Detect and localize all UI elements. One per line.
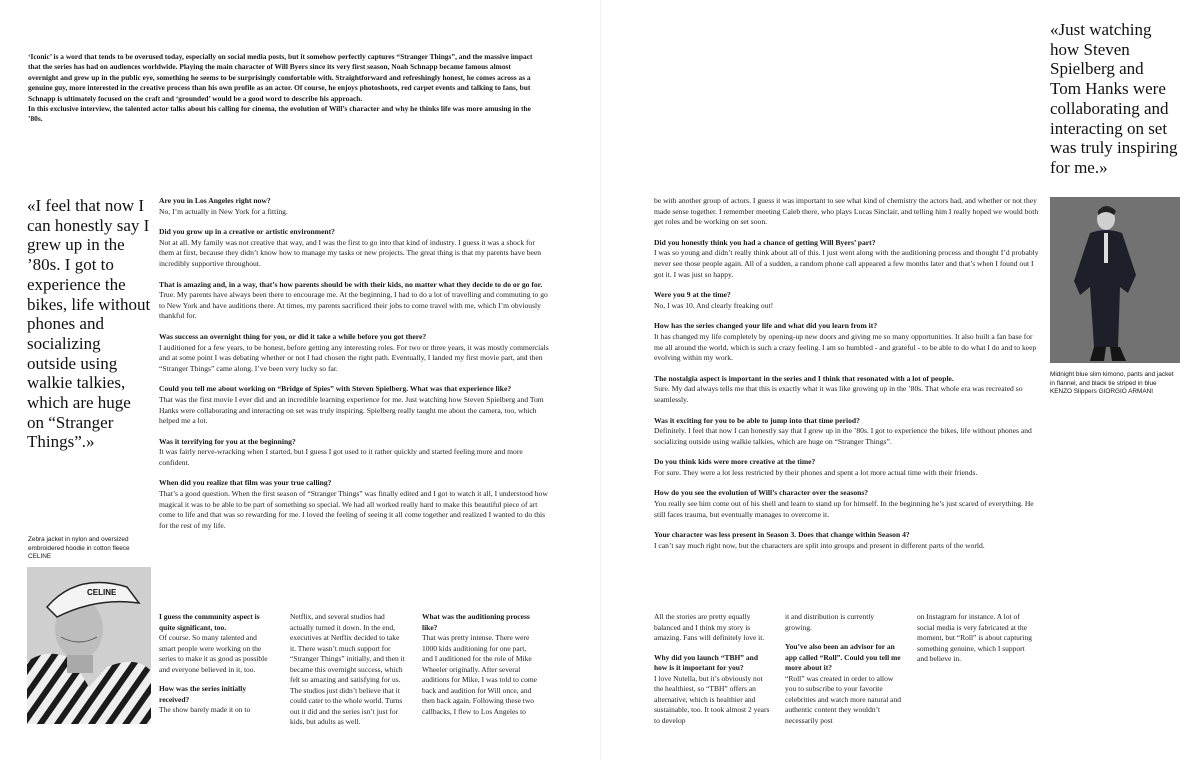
qa-item bbox=[654, 653, 770, 727]
question: Do you think kids were more creative at the time? bbox=[654, 457, 816, 467]
answer: Netflix, and several studios had actually turned it down. In the end, executives at Netflix decided to take it. There wasn’t much support for “Stranger Things” initially, and then it became this overnight success, which felt so amazing and satisfying for us. The studios just didn’t believe that it could cater to the whole world. Turns out it did and the series isn’t just for kids, but adults as well. bbox=[290, 612, 405, 726]
question: Were you 9 at the time? bbox=[654, 290, 731, 300]
qa-item bbox=[159, 612, 275, 675]
answer: Not at all. My family was not creative that way, and I was the first to go into that kind of industry. I guess it was a shock for them at first, because they didn’t know how to manage my tasks or new projects. The great thing is that my parents have been incredibly supportive throughout. bbox=[159, 237, 542, 268]
answer: I was so young and didn’t really think about all of this. I just went along with the auditioning process and thought I’d probably never see those people again. All of a sudden, a random phone call appeared a few months later and that’s when I found out I got it. I was just so happy. bbox=[654, 248, 1039, 279]
narrow-column-3 bbox=[422, 612, 538, 726]
answer: For sure. They were a lot less restricted by their phones and spent a lot more actual time with their friends. bbox=[654, 467, 978, 477]
photo-caption-left: Zebra jacket in nylon and oversized embroidered hoodie in cotton fleece CELINE bbox=[28, 536, 130, 561]
qa-item bbox=[159, 280, 551, 322]
qa-item bbox=[785, 642, 901, 726]
question: Was it terrifying for you at the beginning? bbox=[159, 436, 296, 446]
continued-answer: be with another group of actors. I guess it was important to see what kind of chemistry the actors had, and whether or not they made sense together. I remember meeting Caleb there, who plays Lucas Sinclair, and telling him I really hoped we would both get roles and be working on set soon. bbox=[654, 196, 1039, 227]
qa-item bbox=[159, 332, 551, 374]
answer: The show barely made it on to bbox=[159, 705, 251, 714]
qa-item bbox=[159, 437, 551, 469]
qa-item bbox=[654, 530, 1040, 551]
answer: “Roll” was created in order to allow you to subscribe to your favorite celebrities and watch more natural and authentic content they wouldn’t necessarily post bbox=[785, 673, 901, 725]
page-gutter bbox=[600, 0, 601, 760]
question: Why did you launch “TBH” and how is it important for you? bbox=[654, 652, 759, 672]
narrow-column-5 bbox=[785, 612, 901, 735]
qa-item bbox=[654, 321, 1040, 363]
qa-item bbox=[654, 416, 1040, 448]
question: Did you grow up in a creative or artistic environment? bbox=[159, 227, 335, 237]
answer: I love Nutella, but it’s obviously not the healthiest, so “TBH” offers an alternative, which is healthier and sustainable, too. It took almost 2 years to develop bbox=[654, 673, 770, 725]
answer: That was pretty intense. There were 1000 kids auditioning for one part, and I auditioned for the role of Mike Wheeler originally. After several auditions for Mike, I was told to come back and audition for Will once, and then back again. Following these two callbacks, I flew to Los Angeles to bbox=[422, 633, 537, 716]
narrow-column-2 bbox=[290, 612, 406, 737]
narrow-column-1 bbox=[159, 612, 275, 725]
qa-item bbox=[654, 374, 1040, 406]
answer: It was fairly nerve-wracking when I started, but I guess I got used to it rather quickly and started feeling more and more confident. bbox=[159, 447, 523, 467]
intro-paragraph-2: In this exclusive interview, the talented actor talks about his calling for cinema, the evolution of Will’s character and why he thinks life was more amusing in the ’80s. bbox=[28, 104, 531, 124]
question: When did you realize that film was your true calling? bbox=[159, 478, 332, 488]
question: Did you honestly think you had a chance of getting Will Byers’ part? bbox=[654, 237, 876, 247]
qa-item bbox=[654, 488, 1040, 520]
answer: it and distribution is currently growing. bbox=[785, 612, 875, 632]
answer: I auditioned for a few years, to be honest, before getting any interesting roles. For two or three years, it was mostly commercials and at some point I was debating whether or not I had chosen the right path. Eventually, I landed my first movie part, and then “Stranger Things” came along. I’ve been very lucky so far. bbox=[159, 342, 549, 373]
qa-item bbox=[159, 684, 275, 716]
answer: It has changed my life completely by opening-up new doors and giving me so many opportunities. It also built a fan base for me all around the world, which is such a crazy feeling. I am so humbled - and grateful - to be able to do what I do and to keep evolving within my work. bbox=[654, 331, 1037, 363]
answer: You really see him come out of his shell and learn to stand up for himself. In the beginning he’s just scared of everything. He still faces trauma, but eventually manages to overcome it. bbox=[654, 499, 1034, 519]
qa-item bbox=[654, 290, 1040, 311]
question: How was the series initially received? bbox=[159, 684, 247, 704]
question: Was it exciting for you to be able to jump into that time period? bbox=[654, 415, 860, 425]
answer: That was the first movie I ever did and an incredible learning experience for me. Just watching how Steven Spielberg and Tom Hanks were collaborating and interacting on set was truly inspiring. Spielberg really taught me about the camera, too, which helped me a lot. bbox=[159, 394, 544, 426]
narrow-column-4 bbox=[654, 612, 770, 735]
svg-text:CELINE: CELINE bbox=[87, 588, 117, 597]
qa-item bbox=[917, 612, 1033, 665]
answer: Of course. So many talented and smart people were working on the series to make it as good as possible and everyone believed in it, too. bbox=[159, 633, 268, 674]
question: What was the auditioning process like? bbox=[422, 612, 530, 632]
intro-paragraph-1: ‘Iconic’ is a word that tends to be overused today, especially on social media posts, but it somehow perfectly captures “Stranger Things”, and the massive impact that the series has had on audiences worldwide. Playing the main character of Will Byers since its very first season, Noah Schnapp became famous almost overnight and grew up in the public eye, something he seems to be surprisingly comfortable with. Straightforward and refreshingly honest, he comes across as a genuine guy, more interested in the creative process than his own profile as an actor. Of course, he enjoys photoshoots, red carpet events and talking to fans, but Schnapp is ultimately focused on the craft and ‘grounded’ would be a good word to describe his approach. bbox=[28, 52, 533, 103]
intro-text bbox=[28, 52, 543, 125]
qa-item bbox=[654, 612, 770, 644]
question: How has the series changed your life and what did you learn from it? bbox=[654, 321, 878, 331]
portrait-photo-left bbox=[27, 567, 151, 724]
qa-item bbox=[159, 384, 551, 426]
question: The nostalgia aspect is important in the series and I think that resonated with a lot of people. bbox=[654, 373, 954, 383]
answer: on Instagram for instance. A lot of social media is very fabricated at the moment, but “Roll” is about capturing something genuine, which I support and believe in. bbox=[917, 612, 1032, 663]
answer: Definitely. I feel that now I can honestly say that I grew up in the ’80s. I got to experience the bikes, life without phones and socializing outside using walkie talkies, which are huge on “Stranger Things”. bbox=[654, 426, 1032, 446]
answer: I can’t say much right now, but the characters are split into groups and present in different parts of the world. bbox=[654, 540, 985, 550]
question: Your character was less present in Season 3. Does that change within Season 4? bbox=[654, 530, 910, 540]
question: Was success an overnight thing for you, or did it take a while before you got there? bbox=[159, 331, 427, 341]
pull-quote-right: «Just watching how Steven Spielberg and Tom Hanks were collaborating and interacting on set was truly inspiring for me.» bbox=[1050, 20, 1178, 177]
narrow-column-6 bbox=[917, 612, 1033, 674]
answer: True. My parents have always been there to encourage me. At the beginning, I had to do a lot of travelling and commuting to go to New York and have auditions there. At times, my parents sacrificed their jobs to come travel with me, which I’m obviously thankful for. bbox=[159, 290, 548, 321]
question: How do you see the evolution of Will’s character over the seasons? bbox=[654, 488, 869, 498]
pull-quote-left: «I feel that now I can honestly say I grew up in the ’80s. I got to experience the bikes, life without phones and socializing outside using walkie talkies, which are huge on “Stranger Things”.» bbox=[27, 196, 151, 452]
answer: Sure. My dad always tells me that this is exactly what it was like growing up in the ’80s. That whole era was recreated so seamlessly. bbox=[654, 384, 1023, 404]
qa-item bbox=[654, 238, 1040, 280]
question: Are you in Los Angeles right now? bbox=[159, 196, 271, 205]
qa-item bbox=[785, 612, 901, 633]
qa-item bbox=[290, 612, 406, 728]
question: I guess the community aspect is quite significant, too. bbox=[159, 612, 260, 632]
interview-column-right bbox=[654, 196, 1040, 561]
question: You’ve also been an advisor for an app called “Roll”. Could you tell me more about it? bbox=[785, 642, 901, 672]
qa-item bbox=[159, 196, 551, 217]
question: Could you tell me about working on “Bridge of Spies” with Steven Spielberg. What was that experience like? bbox=[159, 384, 512, 394]
qa-item bbox=[159, 478, 551, 531]
qa-item bbox=[654, 457, 1040, 478]
answer: All the stories are pretty equally balanced and I think my story is amazing. Fans will definitely love it. bbox=[654, 612, 765, 642]
portrait-photo-right bbox=[1050, 197, 1180, 363]
interview-column-left bbox=[159, 196, 551, 541]
question: That is amazing and, in a way, that’s how parents should be with their kids, no matter what they decide to do or go for. bbox=[159, 279, 543, 289]
answer: That’s a good question. When the first season of “Stranger Things” was finally edited and I got to watch it all, I understood how magical it was to be able to be part of something so special. We had all worked really hard to make this beautiful piece of art come to life and that was so rewarding for me. I loved the feeling of seeing it all come together and realized I wanted to do this for the rest of my life. bbox=[159, 489, 548, 530]
photo-caption-right: Midnight blue slim kimono, pants and jacket in flannel, and black tie striped in blue KENZO Slippers GIORGIO ARMANI bbox=[1050, 371, 1174, 396]
answer: No, I’m actually in New York for a fitting. bbox=[159, 206, 288, 216]
qa-item bbox=[422, 612, 538, 717]
qa-item bbox=[159, 227, 551, 269]
answer: No, I was 10. And clearly freaking out! bbox=[654, 300, 774, 310]
